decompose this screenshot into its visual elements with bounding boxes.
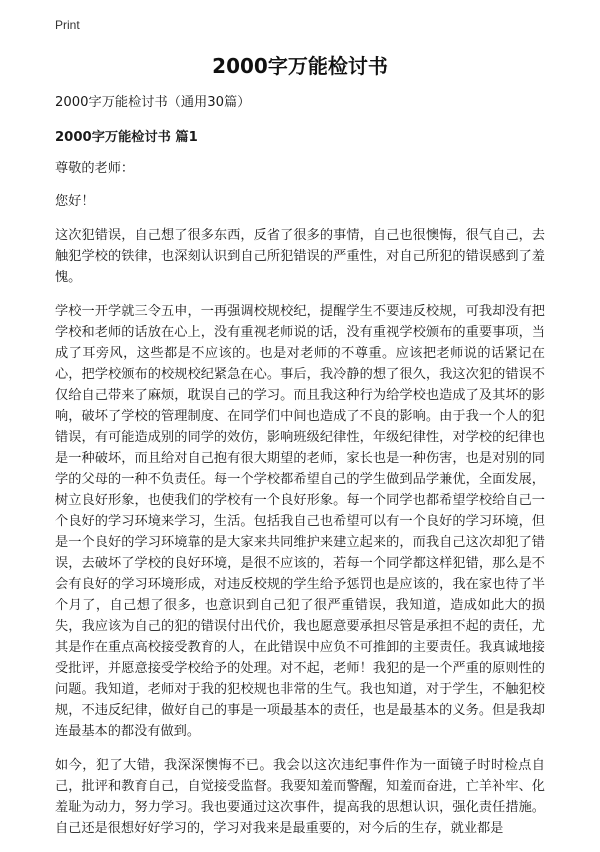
paragraph: 学校一开学就三令五申，一再强调校规校纪，提醒学生不要违反校规，可我却没有把学校和老师的话放在心上，没有重视老师说的话，没有重视学校颁布的重要事项，当成了耳旁风，这些都是不应该的。也是对老师的不尊重。应该把老师说的话紧记在心，把学校颁布的校规校纪紧急在心。事后，我冷静的想了很久，我这次犯的错误不仅给自己带来了麻烦，耽误自己的学习。而且我这种行为给学校也造成了及其坏的影响，破坏了学校的管理制度、在同学们中间也造成了不良的影响。由于我一个人的犯错误，有可能造成别的同学的效仿，影响班级纪律性，年级纪律性，对学校的纪律也是一种破坏，而且给对自己抱有很大期望的老师，家长也是一种伤害，也是对别的同学的父母的一种不负责任。每一个学校都希望自己的学生做到品学兼优，全面发展，树立良好形象，也使我们的学校有一个良好形象。每一个同学也都希望学校给自己一个良好的学习环境来学习，生活。包括我自己也希望可以有一个良好的学习环境，但是一个良好的学习环境靠的是大家来共同维护来建立起来的，而我自己这次却犯了错误，去破坏了学校的良好环境，是很不应该的，若每一个同学都这样犯错，那么是不会有良好的学习环境形成，对违反校规的学生给予惩罚也是应该的，我在家也待了半个月了，自己想了很多，也意识到自己犯了很严重错误，我知道，造成如此大的损失，我应该为自己的犯的错误付出代价，我也愿意要承担尽管是承担不起的责任，尤其是作在重点高校接受教育的人，在此错误中应负不可推卸的主要责任。我真诚地接受批评，并愿意接受学校给予的处理。对不起，老师！我犯的是一个严重的原则性的问题。我知道，老师对于我的犯校规也非常的生气。我也知道，对于学生，不触犯校规，不违反纪律，做好自己的事是一项最基本的责任，也是最基本的义务。但是我却连最基本的都没有做到。 bbox=[55, 304, 545, 739]
print-label: Print bbox=[55, 18, 80, 32]
greeting: 您好！ bbox=[55, 194, 95, 209]
document-title: 2000字万能检讨书 bbox=[212, 54, 388, 78]
paragraph: 这次犯错误，自己想了很多东西，反省了很多的事情，自己也很懊悔，很气自己，去触犯学校的铁律，也深刻认识到自己所犯错误的严重性，对自己所犯的错误感到了羞愧。 bbox=[55, 228, 545, 285]
document-subtitle: 2000字万能检讨书（通用30篇） bbox=[55, 95, 251, 110]
salutation: 尊敬的老师： bbox=[55, 161, 135, 176]
section-heading: 2000字万能检讨书 篇1 bbox=[55, 130, 198, 145]
paragraph: 如今，犯了大错，我深深懊悔不已。我会以这次违纪事件作为一面镜子时时检点自己，批评和教育自己，自觉接受监督。我要知羞而警醒，知羞而奋进，亡羊补牢、化羞耻为动力，努力学习。我也要通过这次事件，提高我的思想认识，强化责任措施。自己还是很想好好学习的，学习对我来是最重要的，对今后的生存，就业都是 bbox=[55, 758, 545, 836]
document-body bbox=[55, 92, 545, 852]
